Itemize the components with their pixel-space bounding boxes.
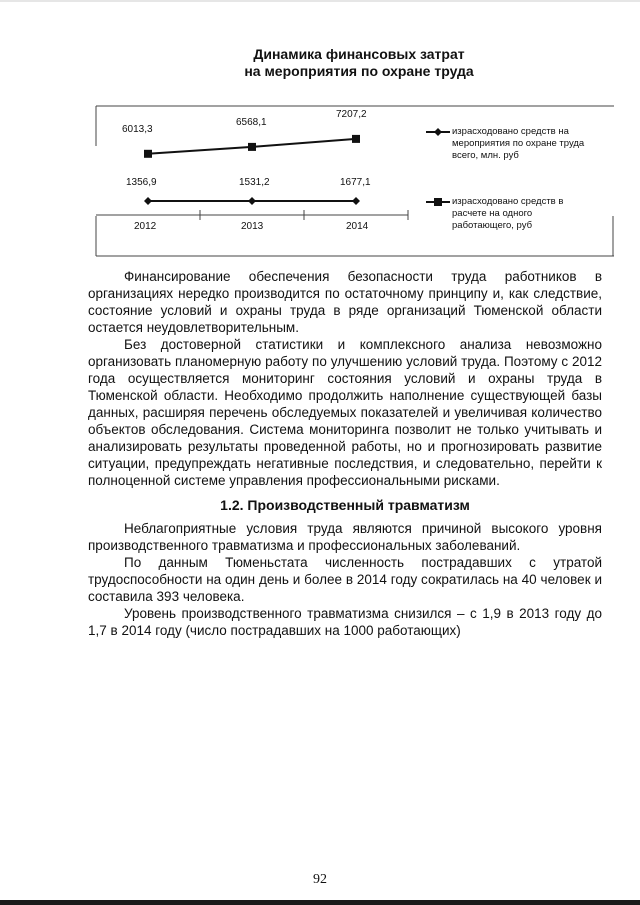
paragraph-financing: Финансирование обеспечения безопасности труда работников в организациях нередко производится по остаточному принципу и, как следствие, состояние условий и охраны труда в ряде организаций Тюменской области остается неудовлетворительным. (88, 269, 602, 335)
series-2-label-2014: 1677,1 (340, 177, 371, 188)
series-1-point-2014 (352, 135, 360, 143)
legend-series-1 (452, 126, 584, 162)
legend-diamond-icon (434, 128, 442, 136)
series-1-point-2013 (248, 143, 256, 151)
series-1-label-2013: 6568,1 (236, 116, 267, 128)
page-number: 92 (313, 872, 327, 887)
page-top-edge (0, 0, 640, 2)
paragraph-monitoring: Без достоверной статистики и комплексного анализа невозможно организовать планомерную работу по улучшению условий труда. Поэтому с 2012 года осуществляется мониторинг состояния условий и охраны труда в Тюменской области. Необходимо продолжить наполнение существующей базы данных, расширяя перечень обследуемых показателей и увеличивая количество объектов обследования. Система мониторинга позволит не только учитывать и анализировать результаты проведенной работы, но и прогнозировать развитие ситуации, предупреждать негативные последствия, и следовательно, перейти к полноценной системе управления профессиональными рисками. (88, 337, 602, 488)
page-bottom-edge (0, 900, 640, 905)
legend-s2-line-2: расчете на одного (452, 208, 533, 219)
series-2-point-2014 (352, 197, 360, 205)
paragraph-statistics: По данным Тюменьстата численность пострадавших с утратой трудоспособности на один день и более в 2014 году сократилась на 40 человек и составила 393 человека. (88, 555, 602, 604)
x-tick-label-2013: 2013 (241, 221, 264, 232)
chart-title-line-1: Динамика финансовых затрат (253, 46, 465, 62)
chart (96, 106, 614, 258)
legend-s1-line-1: израсходовано средств на (452, 126, 569, 137)
legend-s1-line-2: мероприятия по охране труда (452, 138, 585, 149)
series-1-point-2012 (144, 150, 152, 158)
series-1-label-2012: 6013,3 (122, 123, 153, 135)
series-layer (144, 135, 360, 205)
legend-square-icon (434, 198, 442, 206)
section-heading: 1.2. Производственный травматизм (220, 497, 470, 513)
chart-title-line-2: на мероприятия по охране труда (244, 63, 474, 79)
series-2-label-2012: 1356,9 (126, 177, 157, 188)
x-tick-label-2014: 2014 (346, 221, 369, 232)
x-tick-label-2012: 2012 (134, 221, 157, 232)
chart-title (0, 46, 640, 80)
legend-s2-line-1: израсходовано средств в (452, 196, 564, 207)
series-1-label-2014: 7207,2 (336, 108, 367, 120)
body-text (88, 268, 602, 639)
legend-series-2 (452, 196, 563, 232)
paragraph-injury-level: Уровень производственного травматизма снизился – с 1,9 в 2013 году до 1,7 в 2014 году (число пострадавших на 1000 работающих) (88, 606, 602, 638)
series-2-point-2013 (248, 197, 256, 205)
paragraph-conditions: Неблагоприятные условия труда являются причиной высокого уровня производственного травматизма и профессиональных заболеваний. (88, 521, 602, 553)
series-2-point-2012 (144, 197, 152, 205)
series-2-label-2013: 1531,2 (239, 177, 270, 188)
legend-s2-line-3: работающего, руб (452, 220, 533, 231)
legend-s1-line-3: всего, млн. руб (452, 150, 519, 161)
